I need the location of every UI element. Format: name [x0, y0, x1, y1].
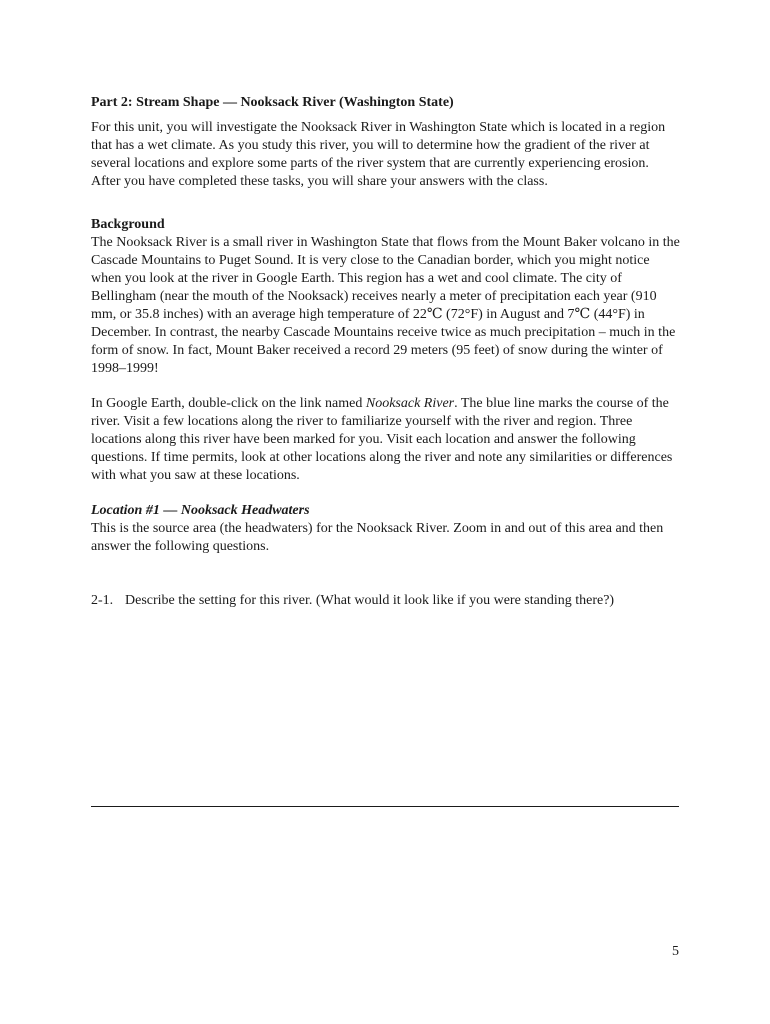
section-heading: Part 2: Stream Shape — Nooksack River (Washington State) — [91, 95, 454, 110]
document-page — [91, 0, 681, 1024]
page-number: 5 — [672, 944, 679, 959]
answer-line — [91, 806, 679, 807]
nooksack-river-link-name: Nooksack River — [365, 396, 455, 411]
intro-paragraph: For this unit, you will investigate the Nooksack River in Washington State which is located in a region that has a wet climate. As you study this river, you will to determine how the gradient of the river at several locations and explore some parts of the river system that are currently experiencing erosion. After you have completed these tasks, you will share your answers with the class. — [91, 120, 666, 189]
location-1-paragraph: This is the source area (the headwaters) for the Nooksack River. Zoom in and out of this area and then answer the following questions. — [91, 521, 664, 554]
google-earth-text-before: In Google Earth, double-click on the link named — [91, 396, 366, 411]
google-earth-paragraph — [91, 395, 681, 485]
question-text: Describe the setting for this river. (What would it look like if you were standing there?) — [125, 593, 615, 608]
background-heading: Background — [91, 217, 165, 232]
question-number: 2-1. — [91, 593, 114, 608]
background-paragraph: The Nooksack River is a small river in Washington State that flows from the Mount Baker volcano in the Cascade Mountains to Puget Sound. It is very close to the Canadian border, which you might notice when you look at the river in Google Earth. This region has a wet and cool climate. The city of Bellingham (near the mouth of the Nooksack) receives nearly a meter of precipitation each year (910 mm, or 35.8 inches) with an average high temperature of 22℃ (72°F) in August and 7℃ (44°F) in December. In contrast, the nearby Cascade Mountains receive twice as much precipitation – much in the form of snow. In fact, Mount Baker received a record 29 meters (95 feet) of snow during the winter of 1998–1999! — [91, 235, 680, 376]
question-2-1 — [91, 592, 614, 610]
google-earth-text-after: . The blue line marks the course of the river. Visit a few locations along the river to familiarize yourself with the river and region. Three locations along this river have been marked for you. Visit each location and answer the following questions. If time permits, look at other locations along the river and note any similarities or differences with what you saw at these locations. — [91, 396, 673, 483]
location-1-heading: Location #1 — Nooksack Headwaters — [91, 503, 310, 518]
